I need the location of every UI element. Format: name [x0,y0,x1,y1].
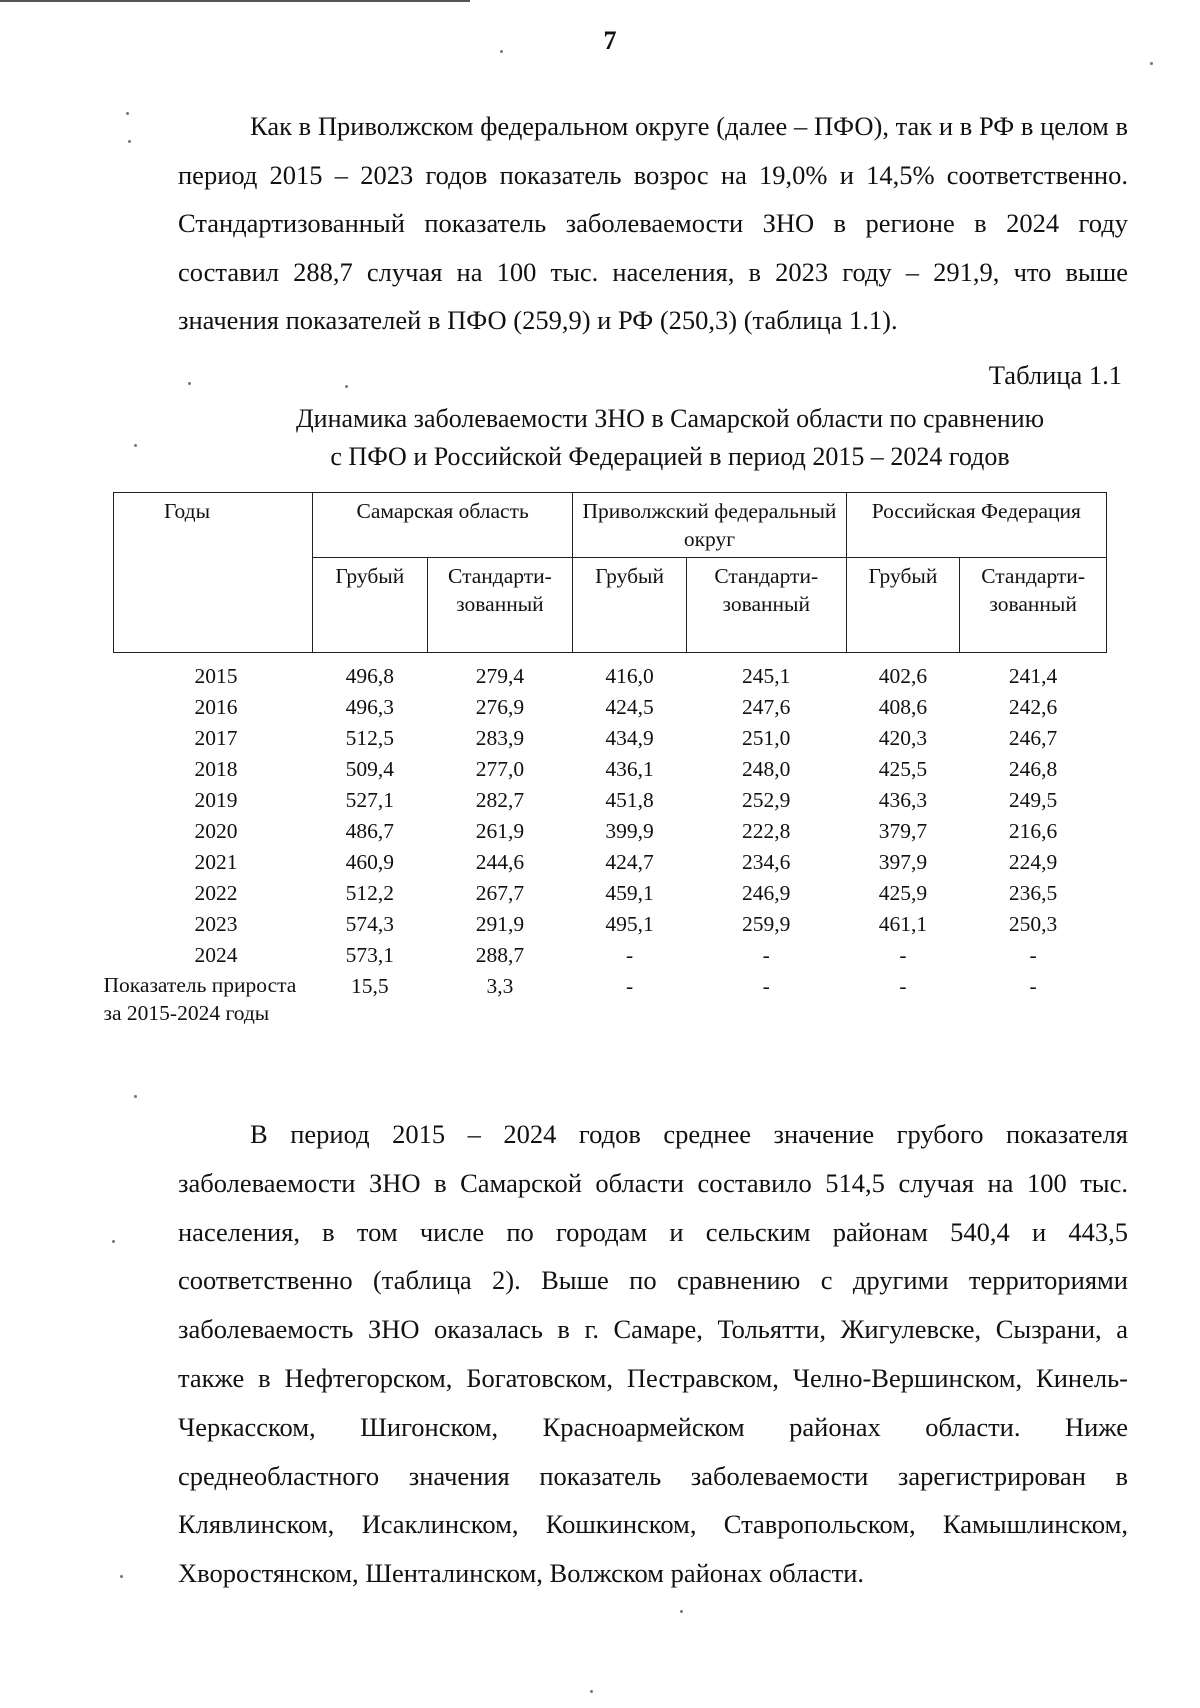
scan-speck [188,382,191,385]
cell-year: 2020 [194,819,238,843]
cell-pfo-std: 259,9 [742,912,791,936]
cell-rf-crude: 379,7 [878,819,928,843]
cell-pfo-crude: 459,1 [605,881,654,905]
cell-pfo-std: 246,9 [742,881,791,905]
incidence-table [103,492,1107,1027]
scan-speck [120,1575,123,1578]
cell-samara-std: 282,7 [475,788,525,812]
cell-pfo-crude: 424,5 [605,695,654,719]
header-standardized: Стандарти-зованный [427,558,573,653]
cell-rf-crude: - [899,943,907,967]
cell-year: 2015 [194,664,238,688]
cell-year: 2017 [194,726,238,750]
scan-speck [590,1690,593,1693]
table-row [114,723,1107,754]
cell-pfo-std: - [762,974,770,998]
cell-samara-crude: 527,1 [345,788,394,812]
cell-samara-std: 261,9 [475,819,525,843]
table-row [114,878,1107,909]
table-row-growth [114,971,1107,1027]
cell-samara-crude: 460,9 [345,850,394,874]
cell-rf-std: 246,7 [1008,726,1058,750]
table-title-line-1: Динамика заболеваемости ЗНО в Самарской области по сравнению [295,404,1045,433]
cell-samara-std: 279,4 [475,664,525,688]
cell-pfo-std: 245,1 [742,664,791,688]
cell-pfo-crude: 495,1 [605,912,654,936]
header-rf: Российская Федерация [846,493,1106,558]
cell-pfo-crude: 434,9 [605,726,654,750]
cell-growth-label: Показатель прироста за 2015-2024 годы [103,973,297,1025]
cell-rf-std: 250,3 [1008,912,1058,936]
table-row [114,754,1107,785]
paragraph-intro: Как в Приволжском федеральном округе (далее – ПФО), так и в РФ в целом в период 2015 – 2023 годов показатель возрос на 19,0% и 14,5% соответственно. Стандартизованный показатель заболеваемости ЗНО в регионе в 2024 году составил 288,7 случая на 100 тыс. населения, в 2023 году – 291,9, что выше значения показателей в ПФО (259,9) и РФ (250,3) (таблица 1.1). [178,111,1128,335]
cell-pfo-crude: - [625,974,634,998]
cell-rf-std: 249,5 [1008,788,1058,812]
cell-pfo-std: 248,0 [742,757,791,781]
cell-samara-std: 3,3 [486,974,514,998]
cell-pfo-crude: 416,0 [605,664,654,688]
cell-year: 2023 [194,912,238,936]
cell-samara-std: 267,7 [475,881,525,905]
cell-year: 2024 [194,943,238,967]
header-pfo: Приволжский федеральный округ [573,493,846,558]
cell-samara-crude: 486,7 [345,819,394,843]
cell-pfo-std: 234,6 [742,850,791,874]
cell-rf-std: - [1029,943,1037,967]
page-number: 7 [603,26,617,55]
cell-year: 2022 [194,881,238,905]
scan-speck [128,140,131,143]
paragraph-districts: В период 2015 – 2024 годов среднее значение грубого показателя заболеваемости ЗНО в Самарской области составило 514,5 случая на 100 тыс. населения, в том числе по городам и сельским районам 540,4 и 443,5 соответственно (таблица 2). Выше по сравнению с другими территориями заболеваемость ЗНО оказалась в г. Самаре, Тольятти, Жигулевске, Сызрани, а также в Нефтегорском, Богатовском, Пестравском, Челно-Вершинском, Кинель-Черкасском, Шигонском, Красноармейском районах области. Ниже среднеобластного значения показатель заболеваемости зарегистрирован в Клявлинском, Исаклинском, Кошкинском, Ставропольском, Камышлинском, Хворостянском, Шенталинском, Волжском районах области. [178,1119,1128,1589]
cell-rf-crude: 402,6 [878,664,928,688]
header-crude: Грубый [846,558,960,653]
cell-year: 2016 [194,695,238,719]
cell-pfo-crude: 424,7 [605,850,654,874]
scan-speck [500,50,503,53]
cell-samara-std: 283,9 [475,726,525,750]
cell-pfo-crude: 399,9 [605,819,654,843]
cell-pfo-std: 222,8 [742,819,791,843]
cell-samara-crude: 512,5 [345,726,394,750]
cell-samara-crude: 496,8 [345,664,394,688]
cell-year: 2021 [194,850,238,874]
table-title-line-2: с ПФО и Российской Федерацией в период 2015 – 2024 годов [330,442,1010,471]
table-reference: Таблица 1.1 [988,360,1122,390]
table-row [114,653,1107,693]
cell-rf-crude: 420,3 [878,726,928,750]
table-row [114,816,1107,847]
cell-pfo-std: - [762,943,770,967]
cell-rf-crude: 425,5 [878,757,928,781]
cell-rf-std: 224,9 [1008,850,1058,874]
scan-edge-line [0,0,470,2]
cell-pfo-crude: - [625,943,634,967]
header-samara: Самарская область [313,493,573,558]
table-row [114,909,1107,940]
cell-rf-crude: 408,6 [878,695,928,719]
scan-speck [134,1095,137,1098]
cell-samara-std: 277,0 [475,757,525,781]
cell-year: 2019 [194,788,238,812]
cell-samara-std: 276,9 [475,695,525,719]
scan-speck [680,1610,683,1613]
cell-rf-std: 216,6 [1008,819,1058,843]
table-row [114,692,1107,723]
cell-rf-std: 242,6 [1008,695,1058,719]
header-standardized: Стандарти-зованный [686,558,846,653]
table-row [114,785,1107,816]
header-crude: Грубый [313,558,428,653]
scan-speck [112,1240,115,1243]
scan-speck [126,112,129,115]
cell-rf-crude: 425,9 [878,881,928,905]
cell-samara-crude: 573,1 [345,943,394,967]
cell-rf-crude: 436,3 [878,788,928,812]
header-years: Годы [114,493,313,653]
cell-samara-std: 291,9 [475,912,525,936]
cell-samara-crude: 574,3 [345,912,394,936]
cell-pfo-std: 252,9 [742,788,791,812]
cell-samara-crude: 512,2 [345,881,394,905]
cell-rf-crude: 461,1 [878,912,928,936]
table-row [114,847,1107,878]
cell-samara-crude: 496,3 [345,695,394,719]
cell-rf-std: 241,4 [1008,664,1058,688]
scan-speck [345,385,348,388]
cell-rf-std: 236,5 [1008,881,1058,905]
cell-rf-crude: - [899,974,907,998]
header-crude: Грубый [573,558,687,653]
cell-rf-std: - [1029,974,1037,998]
cell-year: 2018 [194,757,238,781]
cell-samara-crude: 509,4 [345,757,394,781]
header-standardized: Стандарти-зованный [960,558,1107,653]
cell-samara-std: 244,6 [475,850,525,874]
cell-pfo-std: 247,6 [742,695,791,719]
cell-pfo-std: 251,0 [742,726,791,750]
cell-rf-crude: 397,9 [878,850,928,874]
cell-pfo-crude: 436,1 [605,757,654,781]
cell-samara-std: 288,7 [475,943,525,967]
table-title [240,400,1100,476]
scan-speck [134,444,137,447]
table-row [114,940,1107,971]
cell-rf-std: 246,8 [1008,757,1058,781]
cell-samara-crude: 15,5 [350,974,389,998]
scan-speck [1150,62,1153,65]
cell-pfo-crude: 451,8 [605,788,654,812]
